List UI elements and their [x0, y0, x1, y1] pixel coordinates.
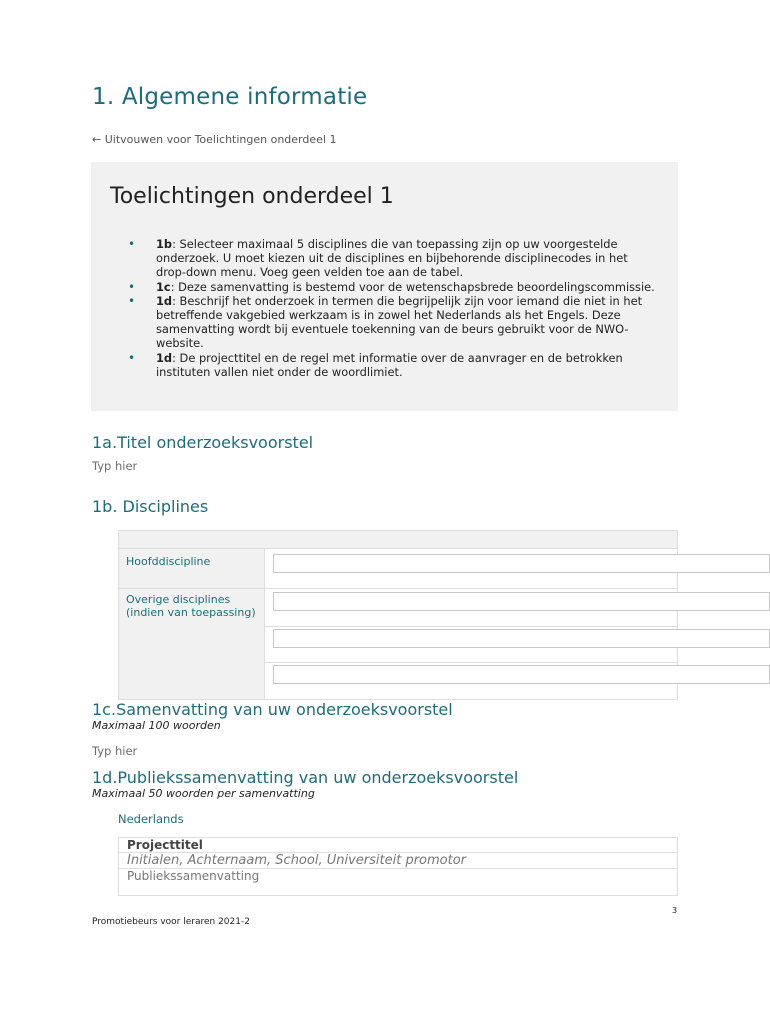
- note-item: • 1c: Deze samenvatting is bestemd voor de wetenschapsbrede beoordelingscommissie.: [126, 280, 656, 294]
- row-divider: [265, 626, 678, 627]
- note-item: • 1d: Beschrijf het onderzoek in termen die begrijpelijk zijn voor iemand die niet in het betreffende vakgebied werkzaam is in zowel het Nederlands als het Engels. Deze samenvatting wordt bij eventuele toekenning van de beurs gebruikt voor de NWO-website.: [126, 294, 656, 351]
- other-disciplines-label: Overige disciplines (indien van toepassing): [126, 593, 256, 619]
- label-column: [118, 549, 265, 700]
- main-discipline-label: Hoofddiscipline: [126, 555, 211, 568]
- row-divider: [118, 588, 678, 589]
- table-header: [118, 530, 678, 549]
- page-number: 3: [672, 906, 678, 915]
- note-item: • 1b: Selecteer maximaal 5 disciplines die van toepassing zijn op uw voorgestelde onderzoek. U moet kiezen uit de disciplines en bijbehorende disciplinecodes in het drop-down menu. Voeg geen velden toe aan de tabel.: [126, 237, 656, 280]
- notes-box: [91, 162, 678, 411]
- author-info-field[interactable]: Initialen, Achternaam, School, Universiteit promotor: [119, 853, 677, 869]
- notes-list: [126, 237, 656, 379]
- title-input[interactable]: Typ hier: [92, 459, 138, 473]
- footer-text: Promotiebeurs voor leraren 2021-2: [92, 917, 250, 927]
- disciplines-table: [118, 530, 678, 700]
- summary-input[interactable]: Typ hier: [92, 744, 138, 758]
- other-discipline-dropdown[interactable]: [273, 629, 770, 648]
- section-title: 1. Algemene informatie: [92, 84, 368, 110]
- main-discipline-dropdown[interactable]: [273, 554, 770, 573]
- public-summary-table: [118, 837, 678, 896]
- expand-notes-link[interactable]: ← Uitvouwen voor Toelichtingen onderdeel 1: [92, 133, 337, 146]
- word-limit-note: Maximaal 50 woorden per samenvatting: [92, 787, 315, 800]
- language-subheading: Nederlands: [118, 812, 184, 826]
- heading-1a: 1a.Titel onderzoeksvoorstel: [92, 433, 314, 452]
- other-discipline-dropdown[interactable]: [273, 665, 770, 684]
- other-discipline-dropdown[interactable]: [273, 592, 770, 611]
- notes-title: Toelichtingen onderdeel 1: [110, 184, 394, 209]
- note-item: • 1d: De projecttitel en de regel met informatie over de aanvrager en de betrokken instituten vallen niet onder de woordlimiet.: [126, 351, 656, 379]
- word-limit-note: Maximaal 100 woorden: [92, 719, 221, 732]
- heading-1c: 1c.Samenvatting van uw onderzoeksvoorstel: [92, 700, 453, 719]
- heading-1b: 1b. Disciplines: [92, 497, 209, 516]
- public-summary-field[interactable]: Publiekssamenvatting: [127, 869, 260, 883]
- row-divider: [265, 662, 678, 663]
- project-title-field[interactable]: Projecttitel: [119, 838, 677, 853]
- heading-1d: 1d.Publiekssamenvatting van uw onderzoeksvoorstel: [92, 768, 519, 787]
